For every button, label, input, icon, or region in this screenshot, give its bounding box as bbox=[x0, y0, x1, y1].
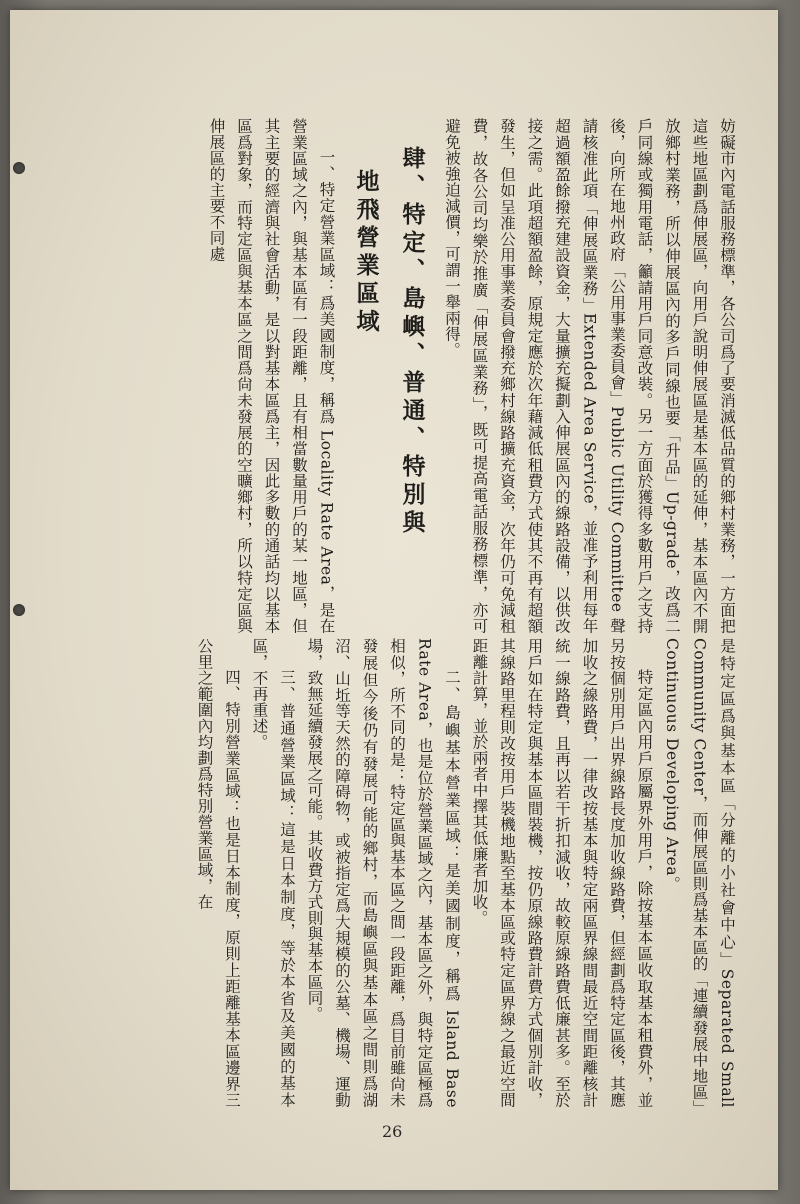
paragraph-ordinary-area: 三、普通營業區域：這是日本制度，等於本省及美國的基本區，不再重述。 bbox=[250, 638, 296, 1108]
paragraph-special-area: 四、特別營業區域：也是日本制度，原則上距離基本區邊界三公里之範圍內均劃爲特別營業區域，在 bbox=[195, 638, 241, 1108]
paragraph-extended-area: 妨礙市內電話服務標準，各公司爲了要消滅低品質的鄉村業務，一方面把這些地區劃爲伸展區，向用戶說明伸展區是基本區的延伸，基本區內不開放鄉村業務，所以伸展區內的多戶同線也要「升品」Up-grade，改爲二戶同線或獨用電話，籲請用戶同意改裝。另一方面於獲得多數用戶之支持後，向所在地州政府「公用事業委員會」Public Utility Committee 聲請核准此項「伸展區業務」Extended Area Service，並准予利用每年超過額盈餘撥充建設資金，大量擴充擬劃入伸展區內的線路設備，以供改接之需。此項超額盈餘，原規定應於次年藉減低租費方式使其不再有超額發生，但如呈准公用事業委員會撥充鄉村線路擴充資金，次年仍可免減租費，故各公司均樂於推廣「伸展區業務」，既可提高電話服務標準，亦可避免被強迫減價，可謂一舉兩得。 bbox=[443, 118, 736, 634]
document-page bbox=[10, 10, 778, 1190]
paragraph-island-base-rate: 二、島嶼基本營業區域：是美國制度，稱爲 Island Base Rate Area，也是位於營業區域之內，基本區之外，與特定區極爲相似，所不同的是：特定區與基本區之間一段距離，爲目前雖尙未發展但今後仍有發展可能的鄉村，而島嶼區與基本區之間則爲湖沼、山坵等天然的障碍物，或被指定爲大規模的公墓、機場、運動場，致無延續發展之可能。其收費方式則與基本區同。 bbox=[305, 638, 461, 1108]
section-heading-line-2: 地飛營業區域 bbox=[352, 168, 380, 337]
binder-hole-top bbox=[13, 162, 25, 174]
upper-text-block bbox=[100, 118, 740, 634]
paragraph-locality-rate-area: 一、特定營業區域：爲美國制度，稱爲 Locality Rate Area，是在營業區域之內，與基本區有一段距離，且有相當數量用戶的某一地區，但其主要的經濟與社會活動，是以對基本區爲主，因此多數的通話均以基本區爲對象，而特定區與基本區之間爲尙未發展的空曠鄉村，所以特定區與伸展區的主要不同處 bbox=[207, 118, 336, 634]
page-number: 26 bbox=[382, 1122, 403, 1141]
lower-text-block bbox=[100, 638, 740, 1108]
paragraph-separated-center: 是特定區爲與基本區「分離的小社會中心」Separated Small Community Center，而伸展區則爲基本區的「連續發展中地區」Continuous Developing Area。 bbox=[663, 638, 736, 1108]
binder-hole-bottom bbox=[13, 604, 25, 616]
paragraph-locality-fees: 特定區內用戶原屬界外用戶，除按基本區收取基本租費外，並另按個別用戶出界線路長度加收線路費，但經劃爲特定區後，其應加收之線路費，一律改按基本與特定兩區界線間最近空間距離核計統一線路費，且再以若干折扣減收，故較原線路費低廉甚多。至於用戶如在特定與基本區間裝機，按仍原線路費計費方式個別計收，其線路里程則改按用戶裝機地點至基本區或特定區界線之最近空間距離計算，並於兩者中擇其低廉者加收。 bbox=[470, 638, 654, 1108]
section-heading-line-1: 肆、特定、島嶼、普通、特別與 bbox=[398, 145, 426, 538]
